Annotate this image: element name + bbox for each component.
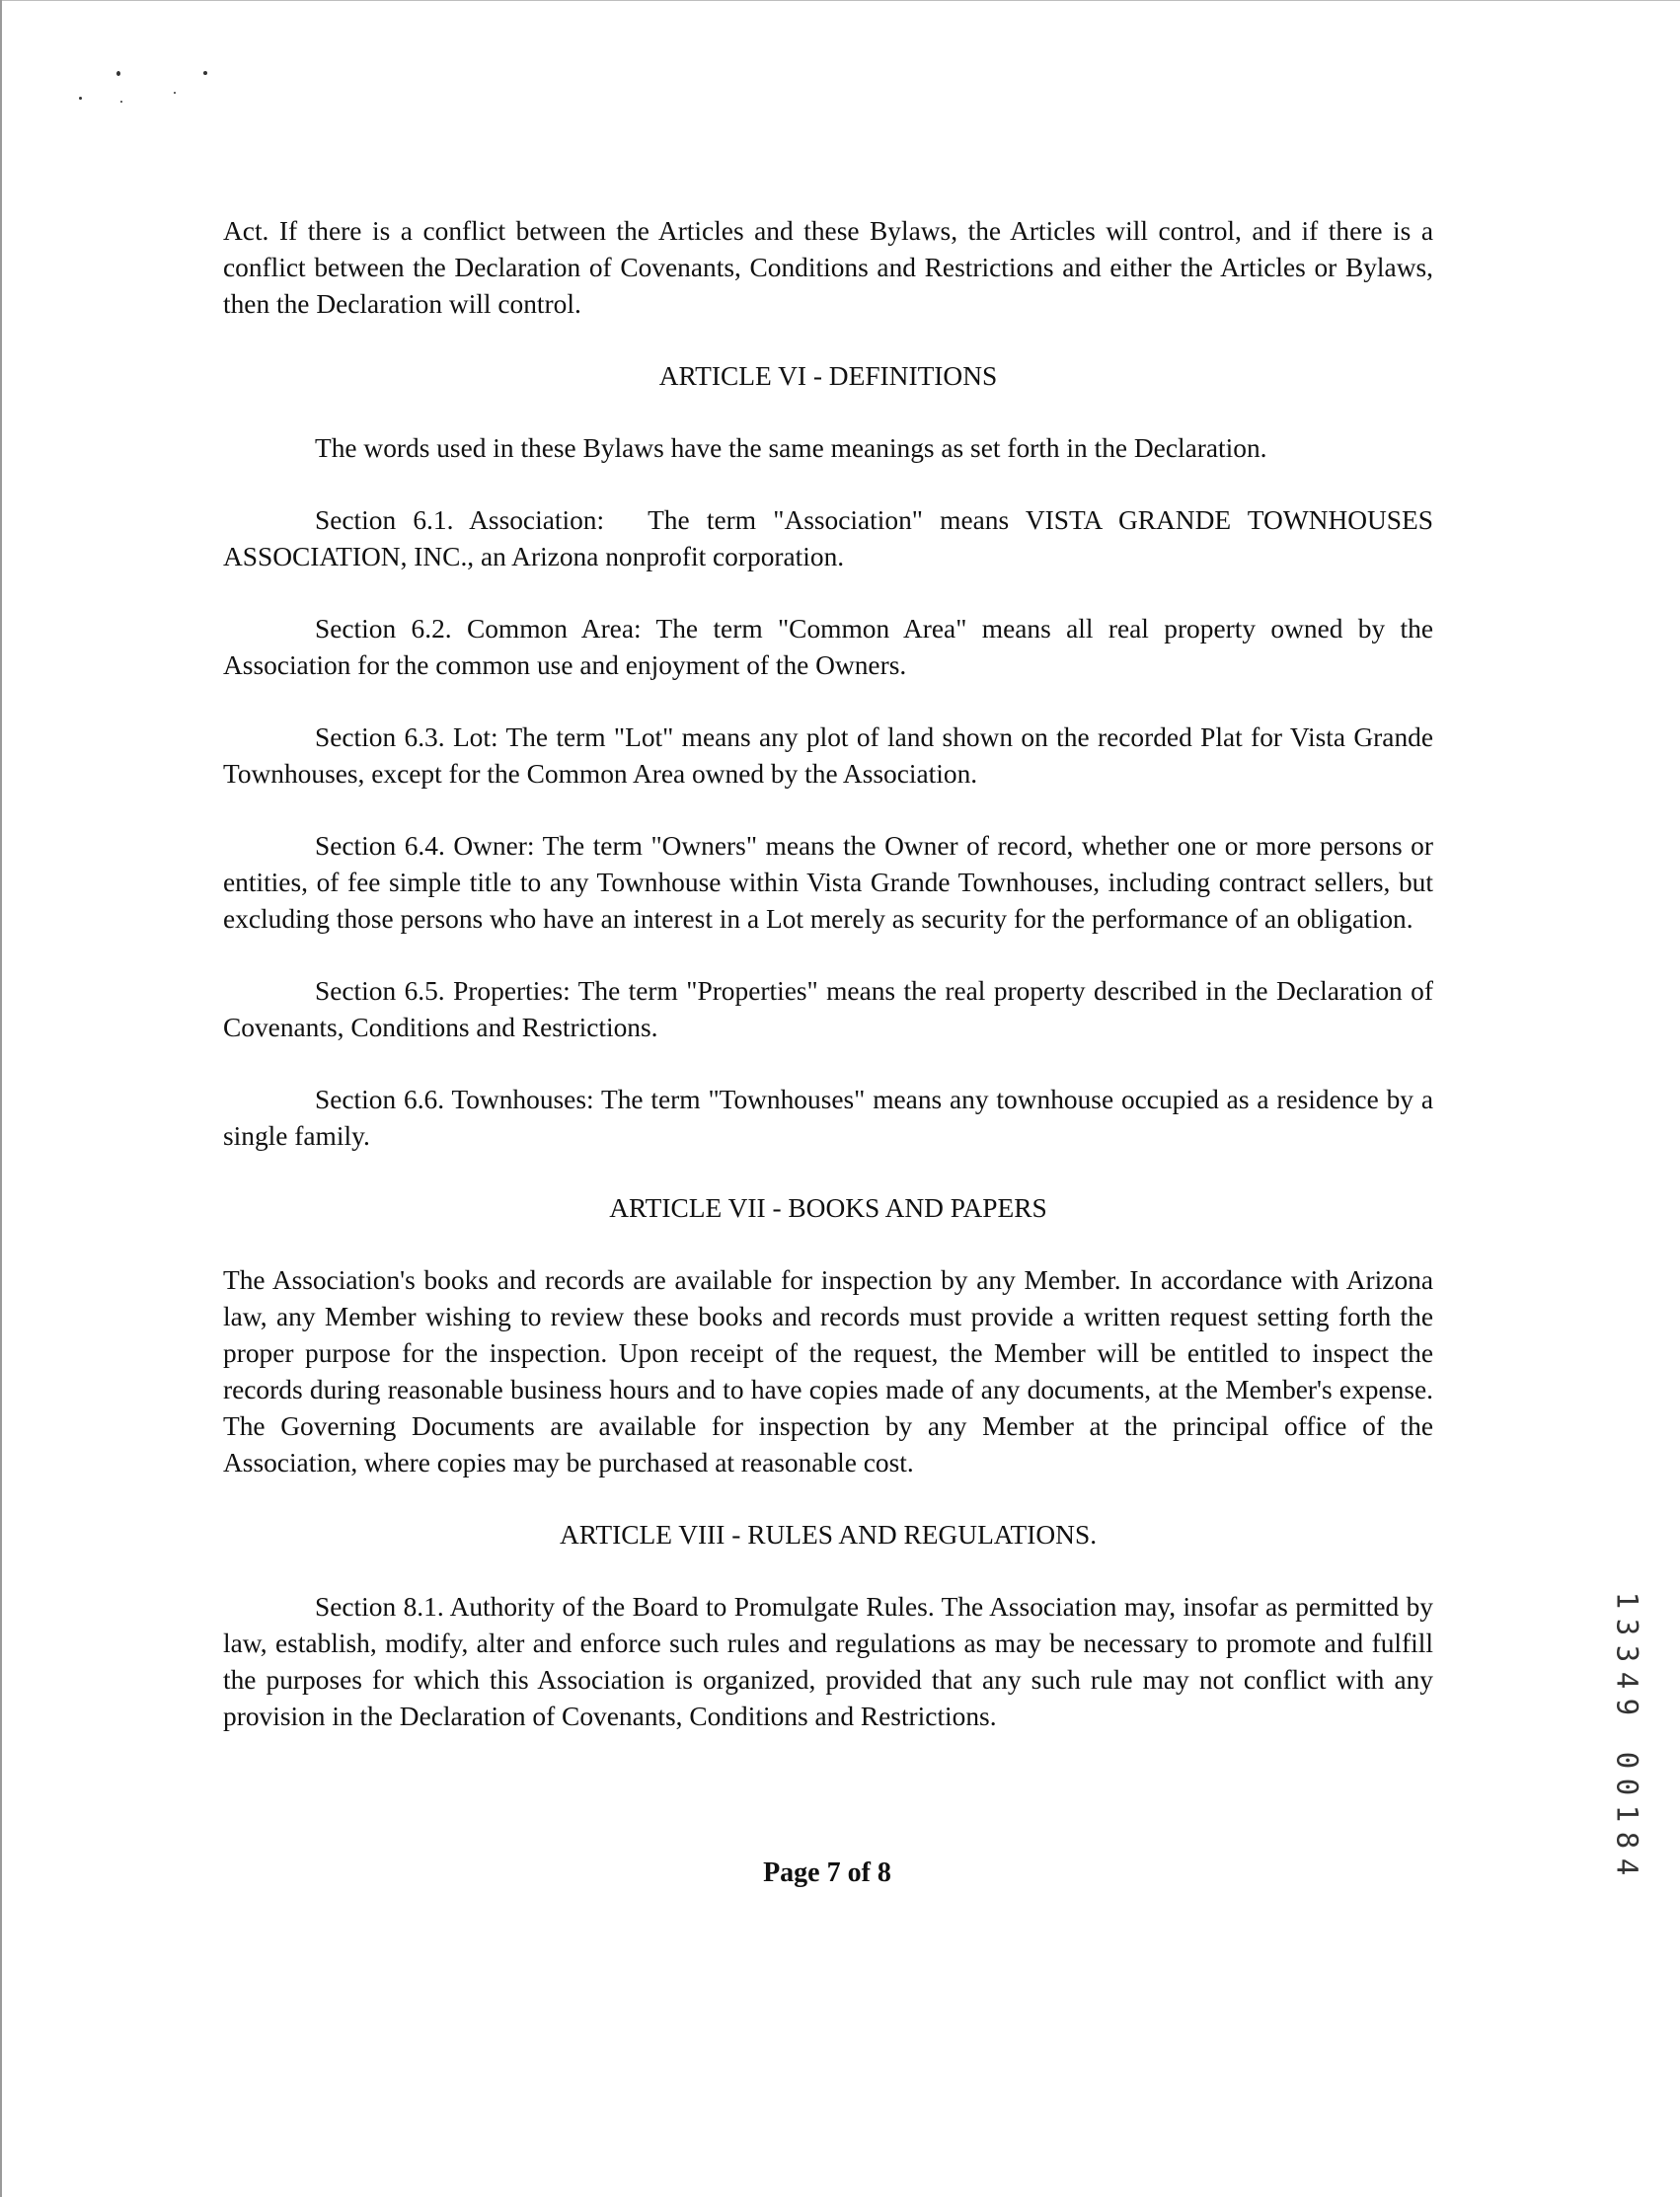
section-8-1-text: The Association may, insofar as permitted by law, establish, modify, alter and enforce such rules and regulations as may be necessary to promote and fulfill the purposes for which this Association is organized, provided that any such rule may not conflict with any provision in the Declaration of Covenants, Conditions and Restrictions. [223,1592,1433,1731]
section-6-5-label: Section 6.5. Properties: [315,976,571,1006]
section-8-1-label: Section 8.1. Authority of the Board to Promulgate Rules. [315,1592,935,1622]
stamp-digit: 9 [1610,1698,1644,1716]
stamp-digit: 1 [1610,1591,1644,1610]
stamp-digit: 3 [1610,1644,1644,1663]
section-6-6 [223,1082,1433,1155]
section-6-3-text: The term "Lot" means any plot of land shown on the recorded Plat for Vista Grande Townhouses, except for the Common Area owned by the Association. [223,722,1433,789]
stamp-digit: 3 [1610,1618,1644,1636]
stamp-digit: 8 [1610,1831,1644,1850]
section-6-3-label: Section 6.3. Lot: [315,722,498,752]
page-number: Page 7 of 8 [763,1857,891,1888]
section-6-6-text: The term "Townhouses" means any townhouse occupied as a residence by a single family. [223,1085,1433,1151]
section-6-1-text: The term "Association" means VISTA GRANDE TOWNHOUSES ASSOCIATION, INC., an Arizona nonprofit corporation. [223,505,1433,571]
article-8-heading: ARTICLE VIII - RULES AND REGULATIONS. [559,1520,1098,1550]
stamp-digit: 4 [1610,1671,1644,1690]
scan-edge-top [0,0,1680,1]
intro-paragraph: Act. If there is a conflict between the Articles and these Bylaws, the Articles will control, and if there is a conflict between the Declaration of Covenants, Conditions and Restrictions and either the Articles or Bylaws, then the Declaration will control. [223,216,1433,319]
document-body [223,213,1433,1771]
scan-specks [69,65,227,105]
section-6-5 [223,973,1433,1046]
stamp-line-1 [1607,1587,1646,1720]
section-6-4-text: The term "Owners" means the Owner of record, whether one or more persons or entities, of fee simple title to any Townhouse within Vista Grande Townhouses, including contract sellers, but excluding those persons who have an interest in a Lot merely as security for the performance of an obligation. [223,831,1433,934]
stamp-digit: 4 [1610,1857,1644,1876]
section-6-2-label: Section 6.2. Common Area: [315,614,642,644]
stamp-digit: 0 [1610,1778,1644,1796]
stamp-line-2 [1607,1747,1646,1880]
recording-stamp [1607,1587,1646,1880]
article-6-intro: The words used in these Bylaws have the same meanings as set forth in the Declaration. [315,433,1267,463]
stamp-digit: 1 [1610,1804,1644,1823]
article-7-text: The Association's books and records are available for inspection by any Member. In accordance with Arizona law, any Member wishing to review these books and records must provide a written request setting forth the proper purpose for the inspection. Upon receipt of the request, the Member will be entitled to inspect the records during reasonable business hours and to have copies made of any documents, at the Member's expense. The Governing Documents are available for inspection by any Member at the principal office of the Association, where copies may be purchased at reasonable cost. [223,1265,1433,1477]
section-8-1 [223,1589,1433,1735]
article-7-heading: ARTICLE VII - BOOKS AND PAPERS [609,1193,1047,1223]
section-6-5-text: The term "Properties" means the real property described in the Declaration of Covenants, Conditions and Restrictions. [223,976,1433,1042]
article-6-heading: ARTICLE VI - DEFINITIONS [658,361,998,391]
section-6-4 [223,828,1433,938]
stamp-digit: 0 [1610,1751,1644,1770]
section-6-3 [223,720,1433,793]
section-6-1 [223,502,1433,575]
section-6-2 [223,611,1433,684]
section-6-2-text: The term "Common Area" means all real property owned by the Association for the common use and enjoyment of the Owners. [223,614,1433,680]
section-6-1-label: Section 6.1. Association: [315,505,605,535]
section-6-4-label: Section 6.4. Owner: [315,831,535,861]
section-6-6-label: Section 6.6. Townhouses: [315,1085,594,1114]
